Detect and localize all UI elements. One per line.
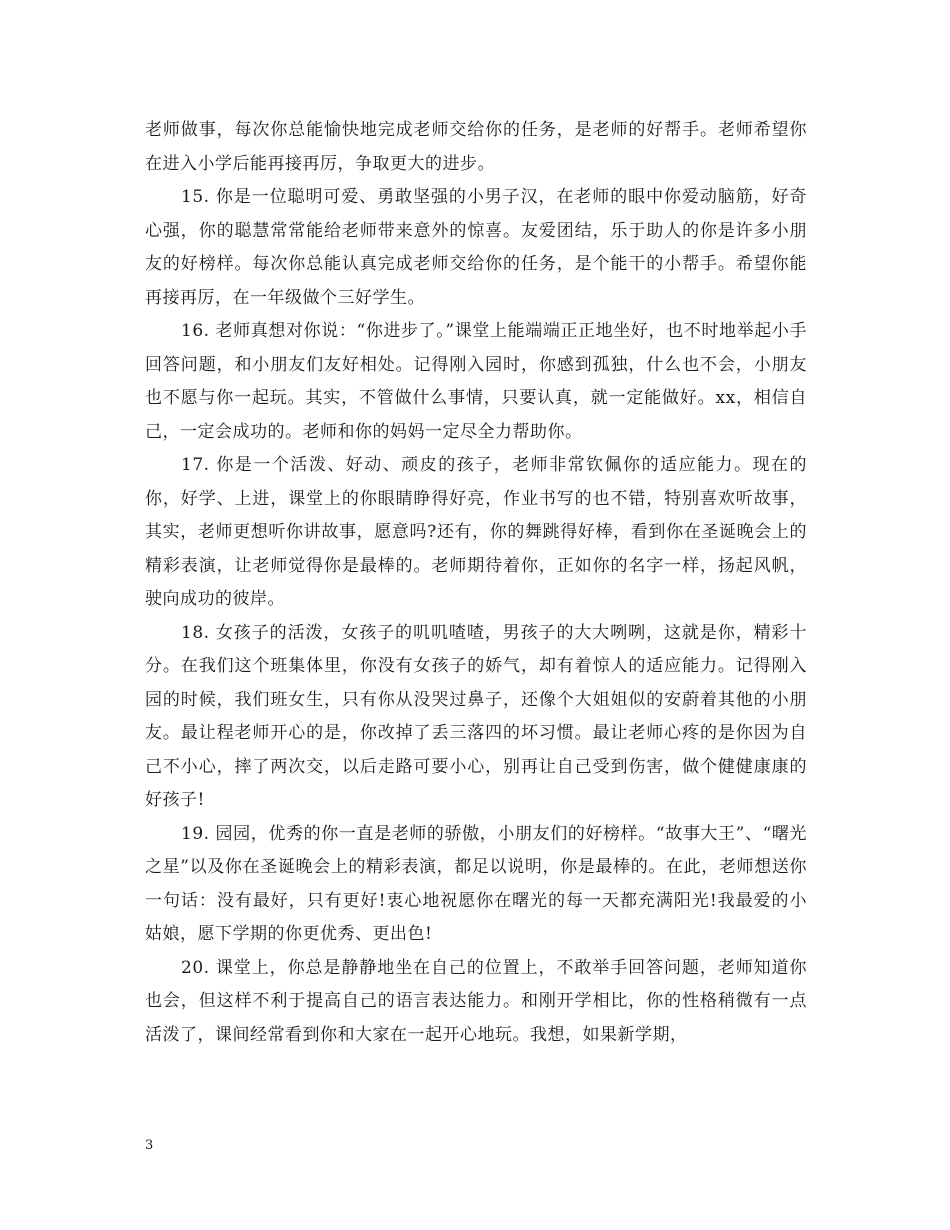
- page-number: 3: [145, 1138, 154, 1153]
- paragraph-19: 19. 园园，优秀的你一直是老师的骄傲，小朋友们的好榜样。“故事大王”、“曙光之星”以及你在圣诞晚会上的精彩表演，都足以说明，你是最棒的。在此，老师想送你一句话：没有最好，只有更好!衷心地祝愿你在曙光的每一天都充满阳光!我最爱的小姑娘，愿下学期的你更优秀、更出色!: [145, 823, 807, 944]
- paragraph-20: 20. 课堂上，你总是静静地坐在自己的位置上，不敢举手回答问题，老师知道你也会，但这样不利于提高自己的语言表达能力。和刚开学相比，你的性格稍微有一点活泼了，课间经常看到你和大家在一起开心地玩。我想，如果新学期，: [145, 957, 807, 1045]
- document-body: [145, 114, 807, 1052]
- paragraph-continuation: 老师做事，每次你总能愉快地完成老师交给你的任务，是老师的好帮手。老师希望你在进入小学后能再接再厉，争取更大的进步。: [145, 120, 807, 174]
- paragraph-17: 17. 你是一个活泼、好动、顽皮的孩子，老师非常钦佩你的适应能力。现在的你，好学、上进，课堂上的你眼睛睁得好亮，作业书写的也不错，特别喜欢听故事，其实，老师更想听你讲故事，愿意吗?还有，你的舞跳得好棒，看到你在圣诞晚会上的精彩表演，让老师觉得你是最棒的。老师期待着你，正如你的名字一样，扬起风帆，驶向成功的彼岸。: [145, 455, 807, 609]
- paragraph-16: 16. 老师真想对你说：“你进步了。”课堂上能端端正正地坐好，也不时地举起小手回答问题，和小朋友们友好相处。记得刚入园时，你感到孤独，什么也不会，小朋友也不愿与你一起玩。其实，不管做什么事情，只要认真，就一定能做好。xx，相信自己，一定会成功的。老师和你的妈妈一定尽全力帮助你。: [145, 321, 807, 442]
- paragraph-15: 15. 你是一位聪明可爱、勇敢坚强的小男子汉，在老师的眼中你爱动脑筋，好奇心强，你的聪慧常常能给老师带来意外的惊喜。友爱团结，乐于助人的你是许多小朋友的好榜样。每次你总能认真完成老师交给你的任务，是个能干的小帮手。希望你能再接再厉，在一年级做个三好学生。: [145, 187, 807, 308]
- paragraph-18: 18. 女孩子的活泼，女孩子的叽叽喳喳，男孩子的大大咧咧，这就是你，精彩十分。在我们这个班集体里，你没有女孩子的娇气，却有着惊人的适应能力。记得刚入园的时候，我们班女生，只有你从没哭过鼻子，还像个大姐姐似的安蔚着其他的小朋友。最让程老师开心的是，你改掉了丢三落四的坏习惯。最让老师心疼的是你因为自己不小心，摔了两次交，以后走路可要小心，别再让自己受到伤害，做个健健康康的好孩子!: [145, 622, 807, 810]
